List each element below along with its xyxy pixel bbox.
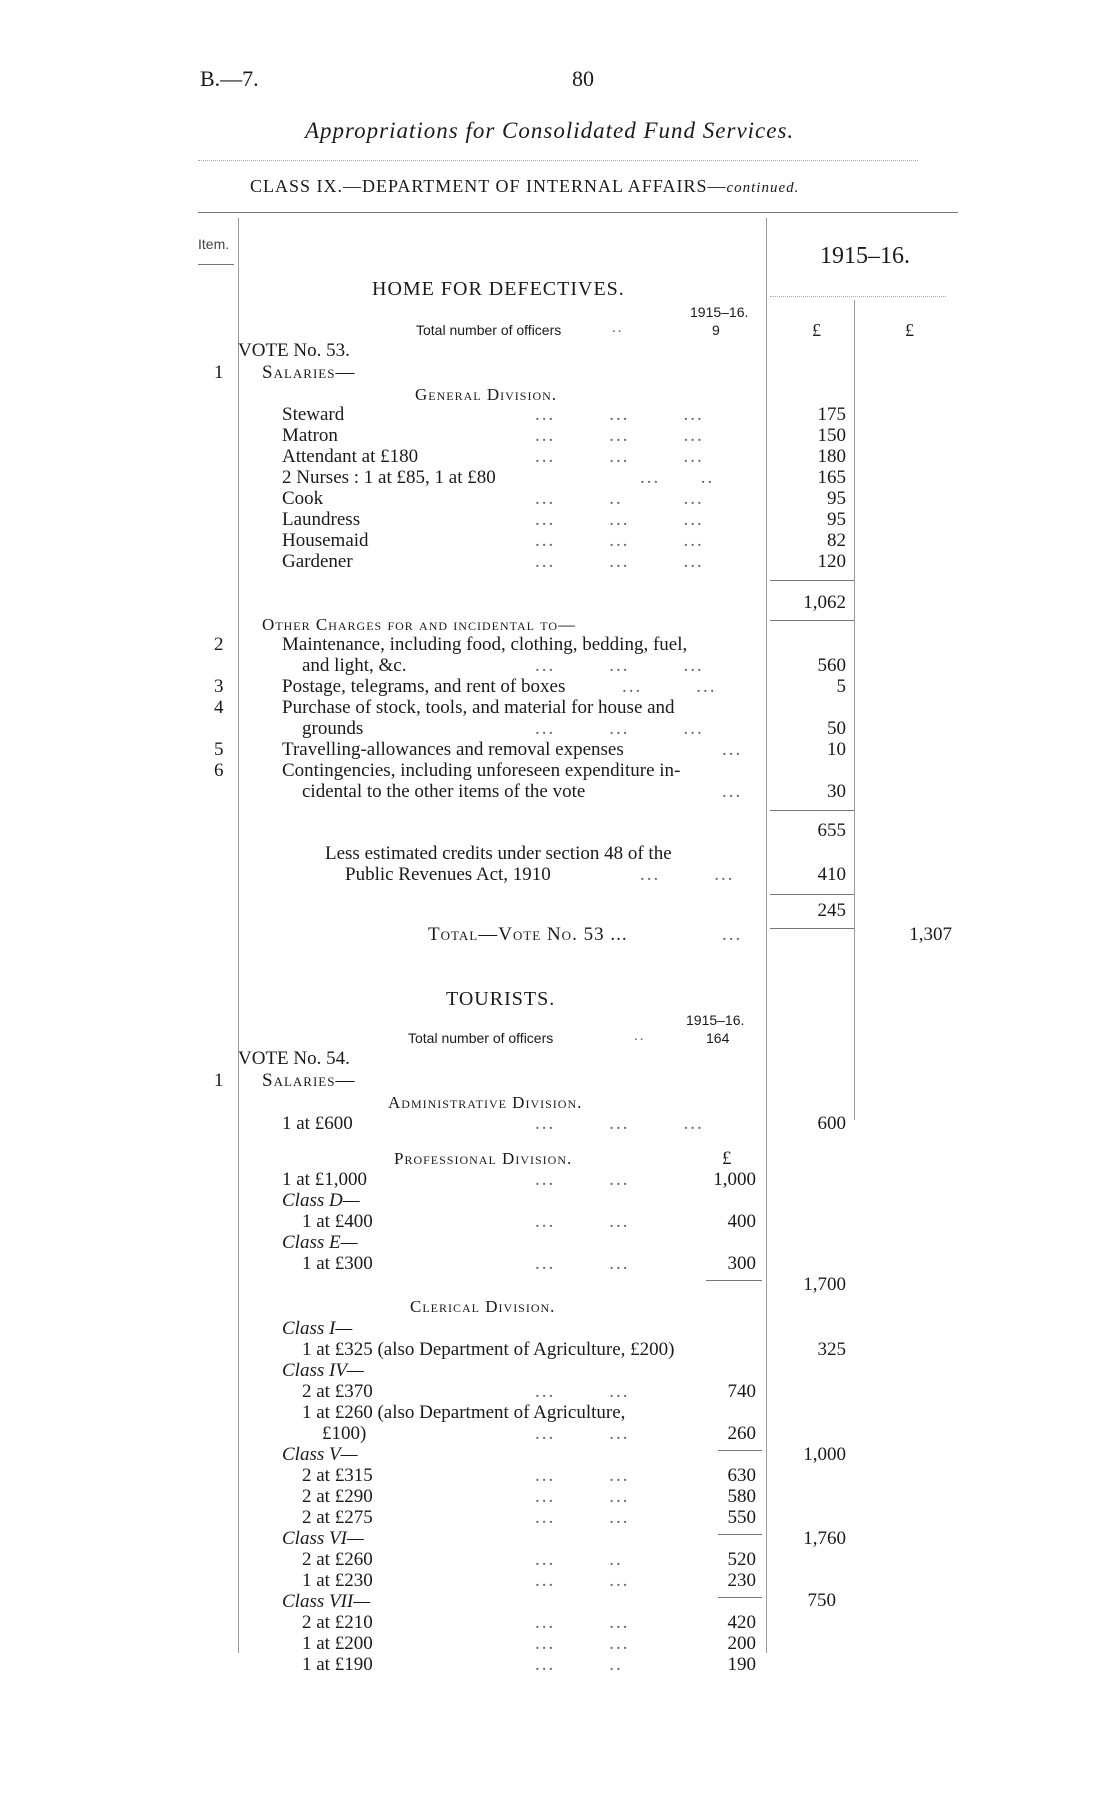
leader-dots: ... ... <box>535 1612 630 1633</box>
charge-line: Contingencies, including unforeseen expenditure in- <box>282 760 681 781</box>
leader-dots: ... ... <box>535 1486 630 1507</box>
class-iv-amount: 260 <box>727 1423 756 1444</box>
charge-line: Travelling-allowances and removal expenses <box>282 739 624 760</box>
prof-total: 1,700 <box>803 1274 846 1295</box>
tourists-officers-count: 164 <box>706 1030 730 1046</box>
leader-dots: ... ... <box>640 864 735 885</box>
leader-dots: ... ... ... <box>535 509 704 530</box>
tourists-salaries-heading: Salaries— <box>262 1070 356 1091</box>
leader-dots: ... ... ... <box>535 655 704 676</box>
leader-dots: ... ... ... <box>535 1113 704 1134</box>
salary-amount: 150 <box>817 425 846 446</box>
title-rule <box>198 160 918 161</box>
leader-dots: ... ... ... <box>535 425 704 446</box>
charge-item-number: 4 <box>214 697 224 718</box>
net-amount: 245 <box>817 900 846 921</box>
salary-label: Housemaid <box>282 530 369 551</box>
salary-label: Steward <box>282 404 345 425</box>
prof-row-amount: 1,000 <box>713 1169 756 1190</box>
document-ref: B.—7. <box>200 66 259 91</box>
subtotal-rule <box>770 928 854 929</box>
salary-row <box>282 530 369 551</box>
charge-amount: 50 <box>827 718 846 739</box>
charge-item-number: 2 <box>214 634 224 655</box>
salary-row <box>282 425 338 446</box>
header-rule <box>198 212 958 213</box>
less-credits-line: Less estimated credits under section 48 of the <box>325 843 672 864</box>
class-vi-label: Class VI— <box>282 1528 364 1549</box>
class-iv-row: 1 at £260 (also Department of Agriculture, <box>302 1402 626 1423</box>
subtotal-rule <box>770 894 854 895</box>
leader-dots: ... .. <box>640 467 715 488</box>
salary-amount: 82 <box>827 530 846 551</box>
class-vi-row: 1 at £230 <box>302 1570 373 1591</box>
class-i-label: Class I— <box>282 1318 353 1339</box>
admin-division-heading: Administrative Division. <box>388 1093 583 1112</box>
leader-dots: ... ... ... <box>535 530 704 551</box>
leader-dots: ... .. <box>535 1654 623 1675</box>
leader-dots: ... <box>722 924 743 945</box>
salary-amount: 95 <box>827 509 846 530</box>
leader-dots: ... ... <box>535 1169 630 1190</box>
page-title: Appropriations for Consolidated Fund Services. <box>305 118 795 143</box>
home-vote: VOTE No. 53. <box>238 340 350 361</box>
charge-amount: 30 <box>827 781 846 802</box>
year-rule <box>770 296 946 297</box>
class-iv-total: 1,000 <box>803 1444 846 1465</box>
leader-dots: ... .. ... <box>535 488 704 509</box>
charge-line: Postage, telegrams, and rent of boxes <box>282 676 566 697</box>
salaries-total: 1,062 <box>803 592 846 613</box>
less-credits-line-cont: Public Revenues Act, 1910 <box>345 864 551 885</box>
home-division-heading: General Division. <box>415 385 558 404</box>
subtotal-rule <box>770 620 854 621</box>
prof-division-heading: Professional Division. <box>394 1149 573 1168</box>
class-vii-amount: 200 <box>727 1633 756 1654</box>
item-column-rule <box>238 218 239 1653</box>
home-officers-count: 9 <box>712 322 720 338</box>
vote-53-total-amount: 1,307 <box>909 924 952 945</box>
leader-dots: ... ... <box>535 1211 630 1232</box>
class-v-row: 2 at £315 <box>302 1465 373 1486</box>
leader-dots: ... ... ... <box>535 404 704 425</box>
leader-dots: ... ... <box>622 676 717 697</box>
class-vii-row: 2 at £210 <box>302 1612 373 1633</box>
class-iv-amount: 740 <box>727 1381 756 1402</box>
subtotal-rule <box>770 580 854 581</box>
prof-row-label: 1 at £1,000 <box>282 1169 367 1190</box>
leader-dots: ... <box>722 739 743 760</box>
charge-amount: 560 <box>817 655 846 676</box>
charge-line-cont: and light, &c. <box>302 655 407 676</box>
class-v-amount: 630 <box>727 1465 756 1486</box>
text-column-rule <box>766 218 767 1653</box>
admin-row-label: 1 at £600 <box>282 1113 353 1134</box>
class-vi-total: 750 <box>807 1590 836 1611</box>
class-vi-row: 2 at £260 <box>302 1549 373 1570</box>
charge-line: Purchase of stock, tools, and material for house and <box>282 697 675 718</box>
salary-amount: 175 <box>817 404 846 425</box>
leader-dots: ... ... ... <box>535 718 704 739</box>
tourists-officers-label: Total number of officers <box>408 1030 554 1046</box>
home-pound-b: £ <box>905 320 914 340</box>
subtotal-rule <box>718 1597 762 1598</box>
class-vii-row: 1 at £190 <box>302 1654 373 1675</box>
charge-item-number: 5 <box>214 739 224 760</box>
leader-dots: ... ... <box>535 1381 630 1402</box>
tourists-title: TOURISTS. <box>446 988 556 1010</box>
salary-label: Cook <box>282 488 324 509</box>
prof-pound: £ <box>722 1148 732 1169</box>
salary-amount: 120 <box>817 551 846 572</box>
leader-dots: ... ... ... <box>535 551 704 572</box>
salary-row <box>282 467 496 488</box>
class-v-label: Class V— <box>282 1444 358 1465</box>
charge-amount: 10 <box>827 739 846 760</box>
class-vii-row: 1 at £200 <box>302 1633 373 1654</box>
home-title: HOME FOR DEFECTIVES. <box>372 278 625 300</box>
class-vii-amount: 190 <box>727 1654 756 1675</box>
leader-dots: ... ... ... <box>535 446 704 467</box>
salary-label: Gardener <box>282 551 353 572</box>
salary-row <box>282 404 344 425</box>
leader-dots: ... .. <box>535 1549 623 1570</box>
salary-row <box>282 446 418 467</box>
salary-amount: 165 <box>817 467 846 488</box>
tourists-year-label: 1915–16. <box>686 1012 745 1028</box>
class-heading-continued: continued. <box>726 180 800 196</box>
tourists-vote: VOTE No. 54. <box>238 1048 350 1069</box>
leader-dots: ... ... <box>535 1253 630 1274</box>
amount-column-rule <box>854 300 855 1120</box>
prof-class-label: Class D— <box>282 1190 360 1211</box>
salary-label: Laundress <box>282 509 361 530</box>
class-vi-amount: 230 <box>727 1570 756 1591</box>
tourists-salaries-item: 1 <box>214 1070 224 1091</box>
home-salaries-item: 1 <box>214 362 224 383</box>
salary-row <box>282 488 323 509</box>
class-v-row: 2 at £290 <box>302 1486 373 1507</box>
class-iv-row: 2 at £370 <box>302 1381 373 1402</box>
class-vii-label: Class VII— <box>282 1591 371 1612</box>
class-v-row: 2 at £275 <box>302 1507 373 1528</box>
class-v-amount: 580 <box>727 1486 756 1507</box>
subtotal-rule <box>718 1450 762 1451</box>
subtotal-rule <box>770 810 854 811</box>
class-iv-row-cont: £100) <box>322 1423 367 1444</box>
class-heading-text: CLASS IX.—DEPARTMENT OF INTERNAL AFFAIRS— <box>250 176 727 196</box>
salary-row <box>282 551 353 572</box>
prof-row-label: 1 at £400 <box>302 1211 373 1232</box>
subtotal-rule <box>706 1280 762 1281</box>
home-officers-dots: .. <box>612 320 624 336</box>
prof-row-label: 1 at £300 <box>302 1253 373 1274</box>
clerical-division-heading: Clerical Division. <box>410 1297 556 1316</box>
class-iv-label: Class IV— <box>282 1360 364 1381</box>
admin-amount: 600 <box>817 1113 846 1134</box>
salary-label: Attendant at £180 <box>282 446 419 467</box>
other-charges-heading: Other Charges for and incidental to— <box>262 615 577 634</box>
class-vii-amount: 420 <box>727 1612 756 1633</box>
leader-dots: ... <box>722 781 743 802</box>
salary-amount: 95 <box>827 488 846 509</box>
salary-label: 2 Nurses : 1 at £85, 1 at £80 <box>282 467 496 488</box>
leader-dots: ... ... <box>535 1423 630 1444</box>
leader-dots: ... ... <box>535 1507 630 1528</box>
prof-class-label: Class E— <box>282 1232 358 1253</box>
prof-row-amount: 400 <box>727 1211 756 1232</box>
leader-dots: ... ... <box>535 1633 630 1654</box>
vote-53-total-label: Total—Vote No. 53 ... <box>428 924 628 945</box>
class-vi-amount: 520 <box>727 1549 756 1570</box>
class-i-row: 1 at £325 (also Department of Agriculture, £200) <box>302 1339 675 1360</box>
page-number: 80 <box>572 66 594 91</box>
charge-line-cont: grounds <box>302 718 364 739</box>
leader-dots: ... ... <box>535 1465 630 1486</box>
charge-item-number: 3 <box>214 676 224 697</box>
tourists-officers-dots: .. <box>634 1028 646 1044</box>
salary-amount: 180 <box>817 446 846 467</box>
item-label: Item. <box>198 236 230 252</box>
home-pound-a: £ <box>812 320 821 340</box>
class-v-amount: 550 <box>727 1507 756 1528</box>
charges-total: 655 <box>817 820 846 841</box>
salary-label: Matron <box>282 425 338 446</box>
salary-row <box>282 509 360 530</box>
charge-amount: 5 <box>836 676 846 697</box>
charge-item-number: 6 <box>214 760 224 781</box>
item-label-rule <box>198 264 234 265</box>
prof-row-amount: 300 <box>727 1253 756 1274</box>
subtotal-rule <box>718 1534 762 1535</box>
leader-dots: ... ... <box>535 1570 630 1591</box>
charge-line: Maintenance, including food, clothing, bedding, fuel, <box>282 634 688 655</box>
home-salaries-heading: Salaries— <box>262 362 356 383</box>
year-heading: 1915–16. <box>820 243 910 269</box>
home-year-label: 1915–16. <box>690 304 749 320</box>
less-credits-amount: 410 <box>817 864 846 885</box>
class-i-amount: 325 <box>817 1339 846 1360</box>
class-heading <box>250 176 799 197</box>
class-v-total: 1,760 <box>803 1528 846 1549</box>
home-officers-label: Total number of officers <box>416 322 562 338</box>
charge-line-cont: cidental to the other items of the vote <box>302 781 586 802</box>
